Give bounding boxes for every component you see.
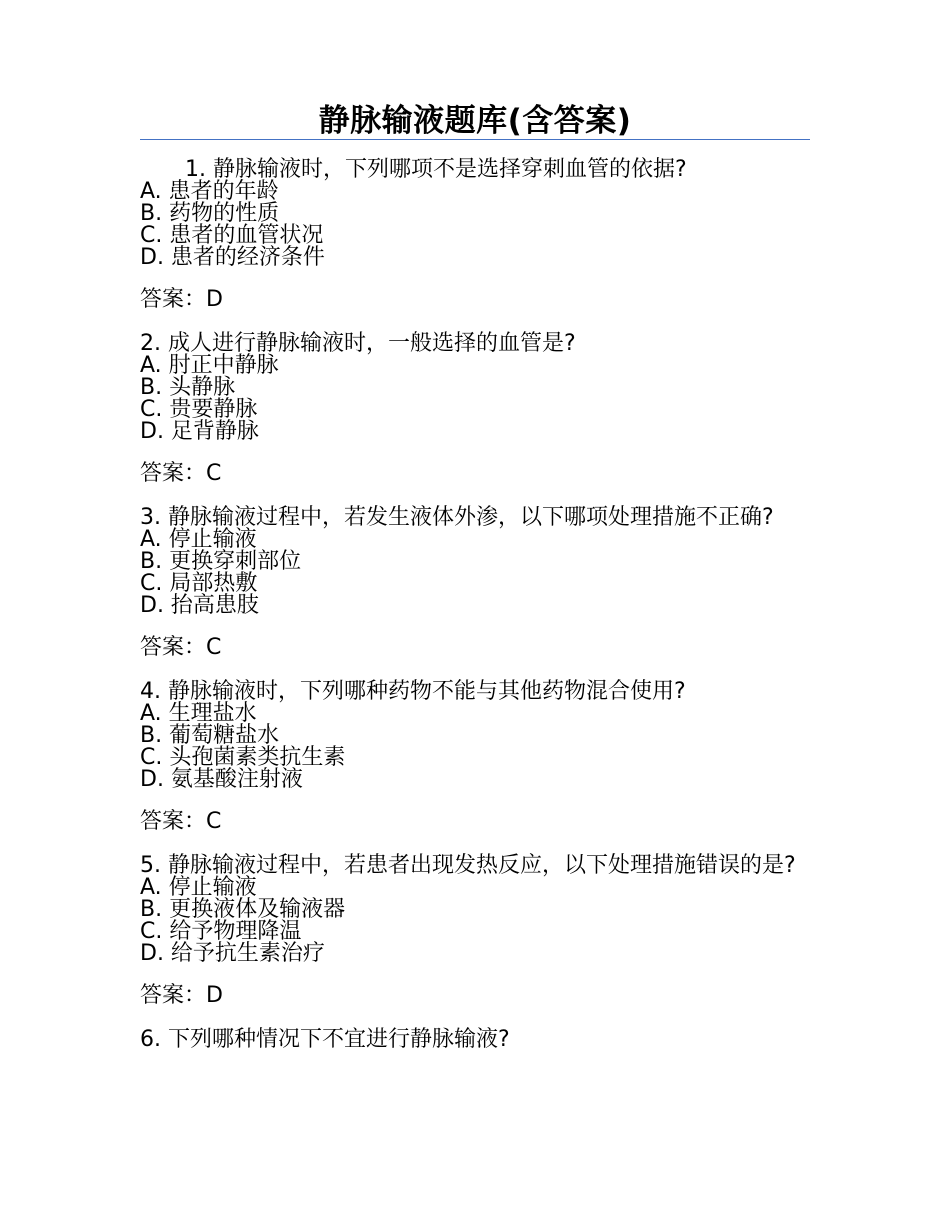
option-a: A. 停止输液	[140, 875, 257, 900]
option-d: D. 患者的经济条件	[140, 245, 325, 270]
option-a: A. 肘正中静脉	[140, 353, 279, 378]
question-4	[140, 681, 800, 833]
option-c: C. 贵要静脉	[140, 397, 258, 422]
option-c: C. 局部热敷	[140, 571, 258, 596]
question-2	[140, 333, 800, 485]
option-c: C. 患者的血管状况	[140, 223, 324, 248]
answer-line: 答案：C	[140, 461, 222, 486]
title-underline	[140, 139, 810, 140]
option-b: B. 头静脉	[140, 375, 236, 400]
option-c: C. 头孢菌素类抗生素	[140, 745, 346, 770]
question-list	[140, 159, 800, 1051]
question-stem: 1. 静脉输液时，下列哪项不是选择穿刺血管的依据?	[185, 157, 687, 182]
option-b: B. 葡萄糖盐水	[140, 723, 280, 748]
answer-line: 答案：C	[140, 635, 222, 660]
answer-line: 答案：C	[140, 809, 222, 834]
question-stem: 4. 静脉输液时，下列哪种药物不能与其他药物混合使用?	[140, 679, 686, 704]
question-1	[140, 159, 800, 311]
option-a: A. 患者的年龄	[140, 179, 279, 204]
question-stem: 6. 下列哪种情况下不宜进行静脉输液?	[140, 1027, 510, 1052]
option-d: D. 给予抗生素治疗	[140, 941, 325, 966]
answer-line: 答案：D	[140, 983, 223, 1008]
option-c: C. 给予物理降温	[140, 919, 302, 944]
document-title: 静脉输液题库(含答案)	[318, 103, 632, 139]
question-stem: 3. 静脉输液过程中，若发生液体外渗，以下哪项处理措施不正确?	[140, 505, 774, 530]
option-b: B. 更换液体及输液器	[140, 897, 346, 922]
option-d: D. 抬高患肢	[140, 593, 259, 618]
answer-line: 答案：D	[140, 287, 223, 312]
option-d: D. 足背静脉	[140, 419, 259, 444]
option-b: B. 更换穿刺部位	[140, 549, 302, 574]
option-d: D. 氨基酸注射液	[140, 767, 303, 792]
option-a: A. 生理盐水	[140, 701, 257, 726]
question-3	[140, 507, 800, 659]
question-6	[140, 1029, 800, 1051]
question-stem: 5. 静脉输液过程中，若患者出现发热反应，以下处理措施错误的是?	[140, 853, 796, 878]
question-stem: 2. 成人进行静脉输液时，一般选择的血管是?	[140, 331, 576, 356]
question-5	[140, 855, 800, 1007]
option-a: A. 停止输液	[140, 527, 257, 552]
option-b: B. 药物的性质	[140, 201, 280, 226]
